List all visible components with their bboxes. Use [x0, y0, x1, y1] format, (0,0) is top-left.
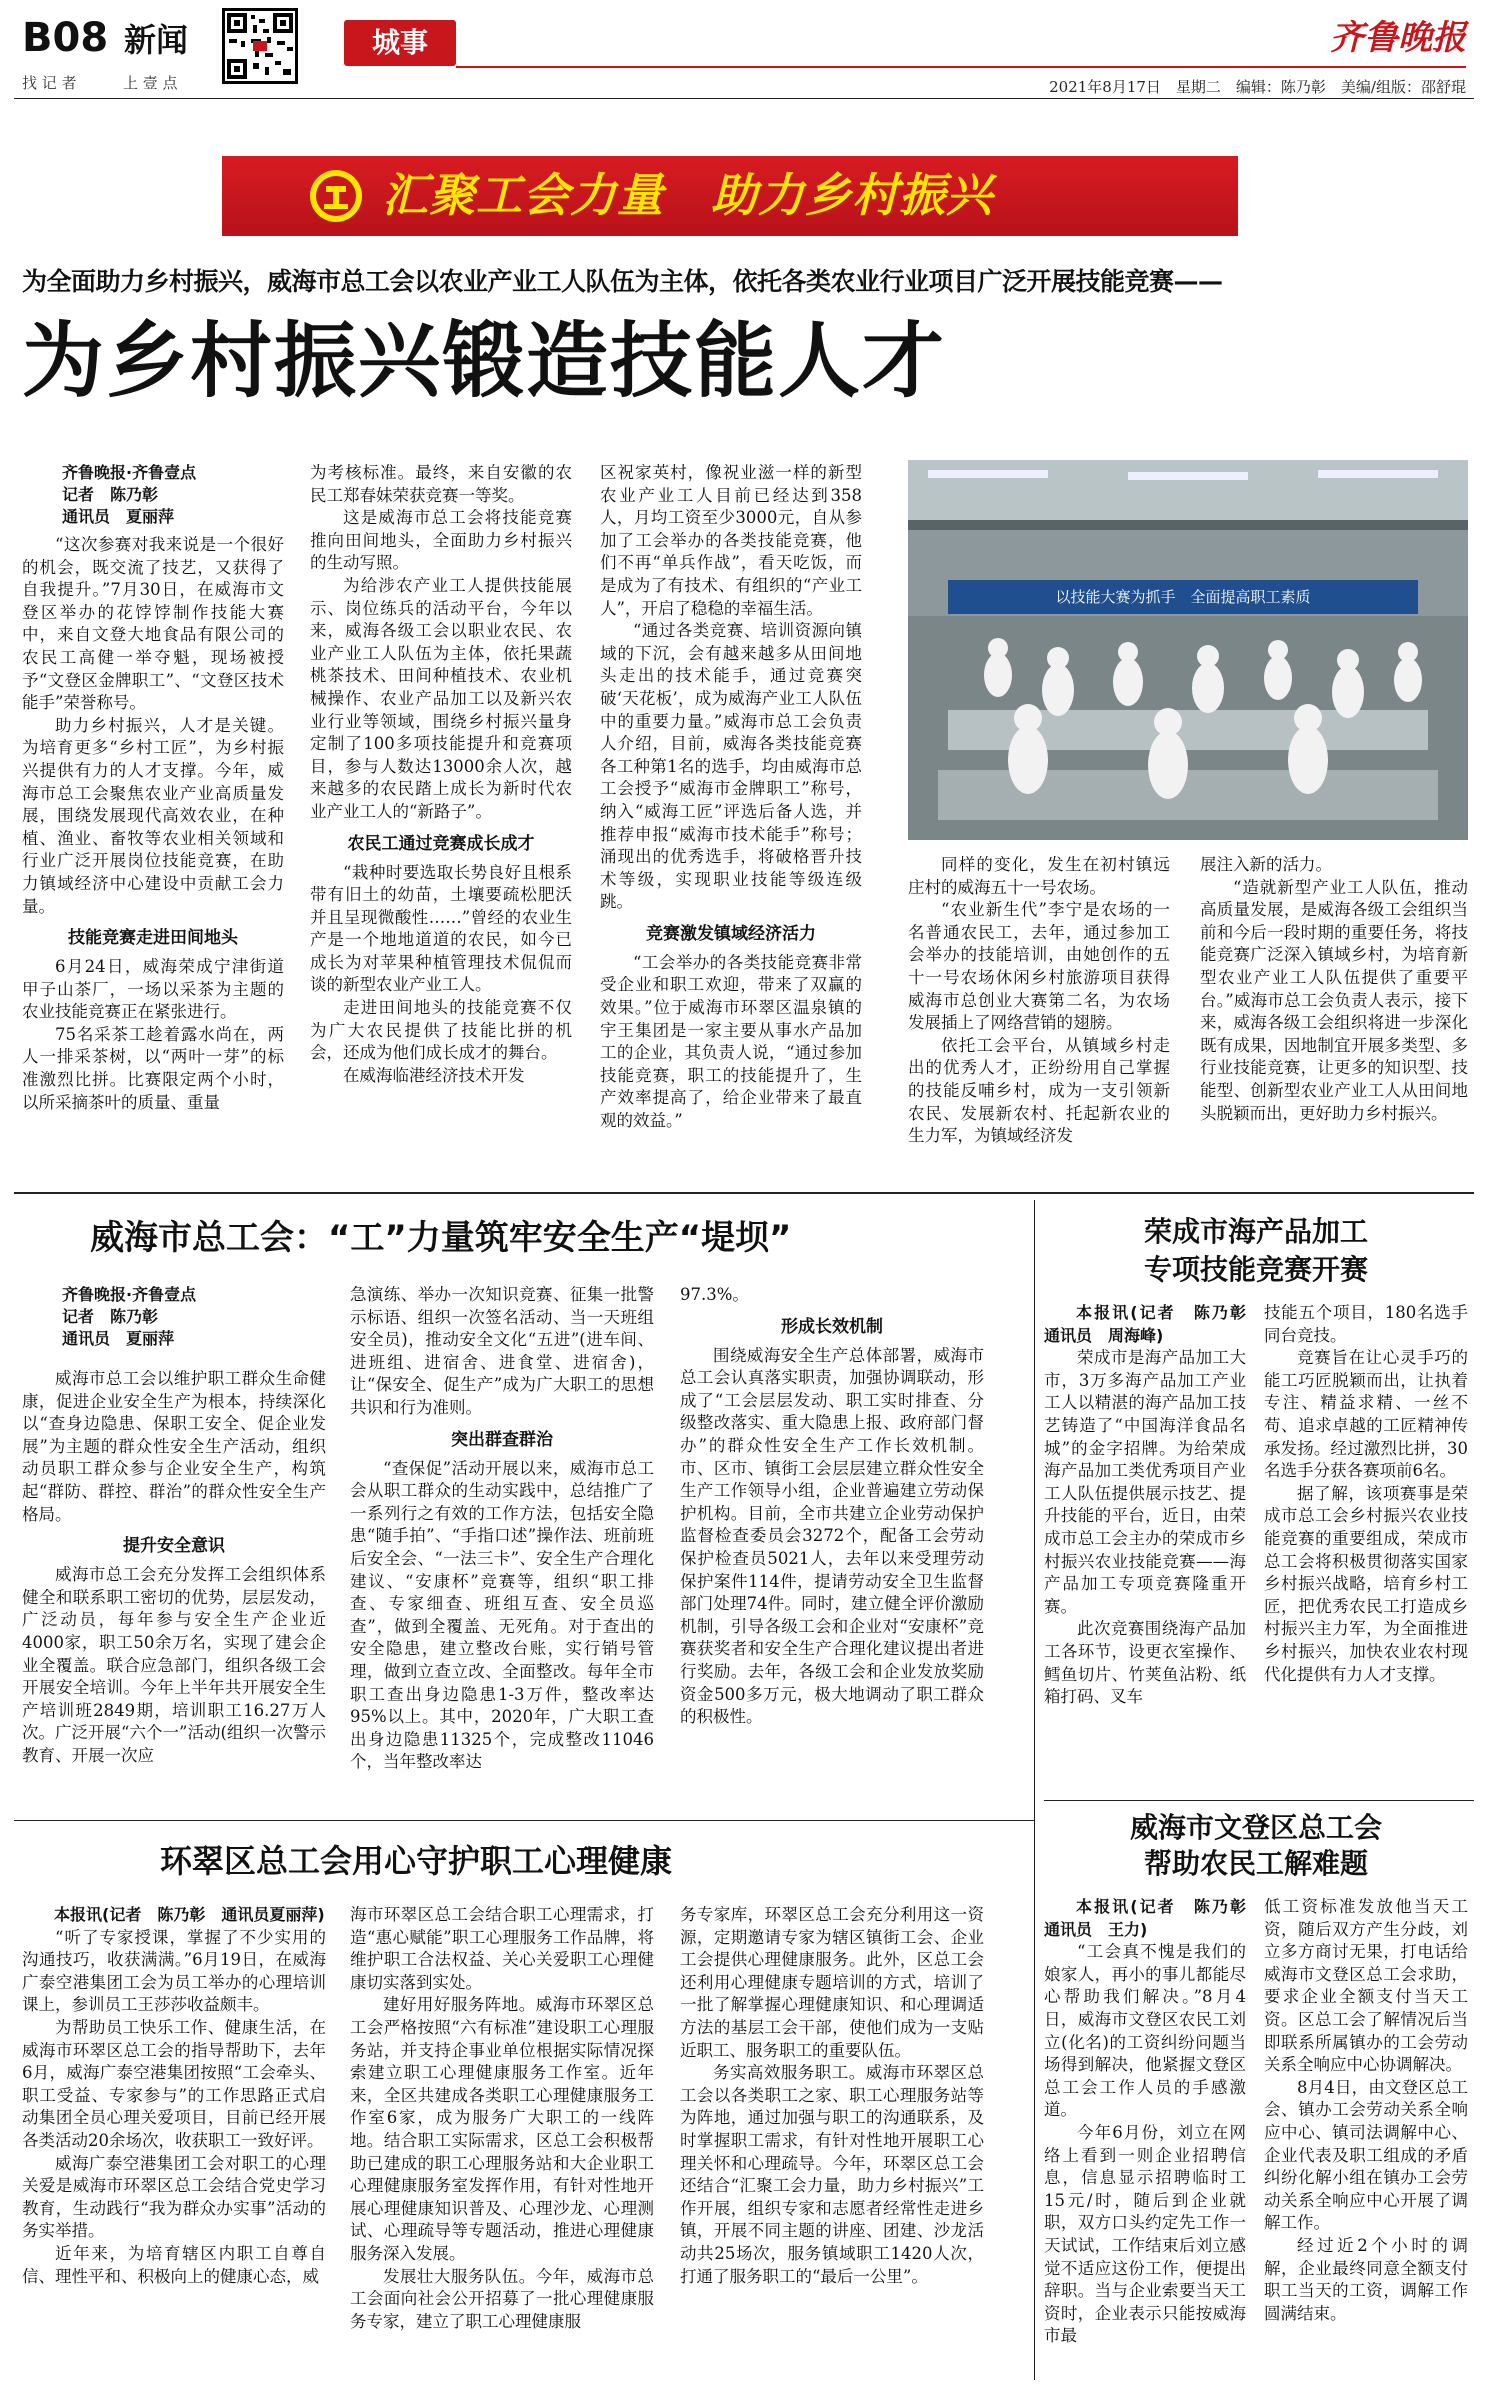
- paragraph: 助力乡村振兴，人才是关键。为培育更多“乡村工匠”，为乡村振兴提供有力的人才支撑。今年，威海市总工会聚焦农业产业高质量发展，围绕发展现代高效农业，在种植、渔业、畜牧等农业相关领域和行业广泛开展岗位技能竞赛，在助力镇域经济中心建设中贡献工会力量。: [22, 715, 284, 916]
- paragraph: 经过近2个小时的调解，企业最终同意全额支付职工当天的工资，调解工作圆满结束。: [1264, 2235, 1468, 2323]
- banner-text: 汇聚工会力量 助力乡村振兴: [382, 168, 993, 222]
- byline-line: 通讯员 夏丽萍: [62, 507, 175, 526]
- tagline-right: 上 壹 点: [123, 74, 178, 92]
- paragraph: “造就新型产业工人队伍，推动高质量发展，是威海各级工会组织当前和今后一段时期的重要任务，将技能竞赛广泛深入镇域乡村，为培育新型农业产业工人队伍提供了重要平台。”威海市总工会负责人表示，接下来，威海各级工会组织将进一步深化既有成果，因地制宜开展多类型、多行业技能竞赛，让更多的知识型、技能型、创新型农业产业工人从田间地头脱颖而出，更好助力乡村振兴。: [1200, 877, 1468, 1123]
- paragraph: 近年来，为培育辖区内职工自尊自信、理性平和、积极向上的健康心态，威: [22, 2243, 326, 2286]
- paragraph: 低工资标准发放他当天工资，随后双方产生分歧，刘立多方商讨无果，打电话给威海市文登区总工会求助，要求企业全额支付当天工资。区总工会了解情况后当即联系所属镇办的工会劳动关系全响应中心协调解决。: [1264, 1897, 1468, 2075]
- photo-sign-text: 以技能大赛为抓手 全面提高职工素质: [1055, 588, 1311, 606]
- story1-col1: [22, 462, 284, 1182]
- news-photo: [908, 460, 1468, 840]
- paragraph: “听了专家授课，掌握了不少实用的沟通技巧，收获满满。”6月19日，在威海广泰空港集团工会为员工举办的心理培训课上，参训员工王莎莎收益颇丰。: [22, 1927, 326, 2015]
- column-rule: [1034, 1200, 1035, 2380]
- column-tab-label: 城事: [371, 26, 428, 59]
- paragraph: 技能五个项目，180名选手同台竞技。: [1264, 1303, 1468, 1345]
- subheading: 技能竞赛走进田间地头: [68, 928, 238, 949]
- paragraph: 威海市总工会充分发挥工会组织体系健全和联系职工密切的优势，层层发动，广泛动员，每年参与安全生产企业近4000家，职工50余万名，实现了建会企业全覆盖。联合应急部门，组织各级工会开展安全培训。今年上半年共开展安全生产培训班2849期，培训职工16.27万人次。广泛开展“六个一”活动(组织一次警示教育、开展一次应: [22, 1565, 326, 1765]
- paragraph: 这是威海市总工会将技能竞赛推向田间地头，全面助力乡村振兴的生动写照。: [310, 508, 572, 573]
- paragraph: 建好用好服务阵地。威海市环翠区总工会严格按照“六有标准”建设职工心理服务站，并支持企事业单位根据实际情况探索建立职工心理健康服务工作室。近年来，全区共建成各类职工心理健康服务工作室6家，成为服务广大职工的一线阵地。结合职工实际需求，区总工会积极帮助已建成的职工心理服务站和大企业职工心理健康服务室发挥作用，有针对性地开展心理健康知识普及、心理沙龙、心理测试、心理疏导等专题活动，推进心理健康服务深入发展。: [350, 1995, 654, 2263]
- story3-title-line2: 专项技能竞赛开赛: [1143, 1253, 1368, 1286]
- paragraph: 同样的变化，发生在初村镇远庄村的威海五十一号农场。: [908, 855, 1170, 897]
- paragraph: 为考核标准。最终，来自安徽的农民工郑春妹荣获竞赛一等奖。: [310, 463, 572, 505]
- subheading: 突出群查群治: [451, 1429, 553, 1450]
- story3-col2: [1264, 1302, 1468, 1802]
- paragraph: “工会真不愧是我们的娘家人，再小的事儿都能尽心帮助我们解决。”8月4日，威海市文登区农民工刘立(化名)的工资纠纷问题当场得到解决，他紧握文登区总工会工作人员的手感激道。: [1044, 1942, 1246, 2120]
- byline-line: 记者 陈乃彰: [62, 1307, 159, 1326]
- section-rule: [14, 1820, 1034, 1821]
- section-rule: [1044, 1800, 1474, 1801]
- paragraph: 务专家库，环翠区总工会充分利用这一资源，定期邀请专家为辖区镇街工会、企业工会提供心理健康服务。此外，区总工会还利用心理健康专题培训的方式，培训了一批了解掌握心理健康知识、和心理调适方法的基层工会干部，使他们成为一支贴近职工、服务职工的重要队伍。: [680, 1905, 984, 2060]
- qr-code-icon: [222, 8, 298, 84]
- story3-col1: [1044, 1302, 1263, 1802]
- paragraph: 威海广泰空港集团工会对职工的心理关爱是威海市环翠区总工会结合党史学习教育，生动践行“我为群众办实事”活动的务实举措。: [22, 2153, 326, 2241]
- byline-line: 齐鲁晚报·齐鲁壹点: [62, 463, 197, 482]
- paragraph: 8月4日，由文登区总工会、镇办工会劳动关系全响应中心、镇司法调解中心、企业代表及职工组成的矛盾纠纷化解小组在镇办工会劳动关系全响应中心开展了调解工作。: [1264, 2077, 1468, 2233]
- column-tab: [344, 20, 456, 66]
- story4-byline: 本报讯(记者 陈乃彰 通讯员夏丽萍): [54, 1905, 325, 1924]
- theme-banner: [222, 156, 1238, 236]
- byline-line: 齐鲁晚报·齐鲁壹点: [62, 1285, 197, 1304]
- subheading: 竞赛激发镇域经济活力: [646, 923, 816, 944]
- story1-col5: [1200, 854, 1468, 1180]
- story2-col3: [680, 1284, 984, 1808]
- lead-kicker: 为全面助力乡村振兴，威海市总工会以农业产业工人队伍为主体，依托各类农业行业项目广泛开展技能竞赛——: [22, 267, 1223, 296]
- story5-title-line2: 帮助农民工解难题: [1143, 1847, 1368, 1880]
- paragraph: “通过各类竞赛、培训资源向镇域的下沉，会有越来越多从田间地头走出的技术能手，通过竞赛突破‘天花板’，成为威海产业工人队伍中的重要力量。”威海市总工会负责人介绍，目前，威海各类技能竞赛各工种第1名的选手，均由威海市总工会授予“威海市金牌职工”称号，纳入“威海工匠”评选后备人选，并推荐申报“威海市技术能手”称号；涌现出的优秀选手，将破格晋升技术等级，实现职业技能等级连级跳。: [600, 621, 862, 912]
- story2-col1: [22, 1284, 326, 1808]
- paragraph: 据了解，该项赛事是荣成市总工会乡村振兴农业技能竞赛的重要组成，荣成市总工会将积极贯彻落实国家乡村振兴战略，培育乡村工匠，把优秀农民工打造成乡村振兴主力军，为全面推进乡村振兴，加快农业农村现代化提供有力人才支撑。: [1264, 1483, 1468, 1684]
- page-number: B08: [22, 15, 109, 61]
- section-rule: [14, 1192, 1474, 1194]
- paragraph: “农业新生代”李宁是农场的一名普通农民工，去年，通过参加工会举办的技能培训，由她创作的五十一号农场休闲乡村旅游项目获得威海市总创业大赛第二名，为农场发展插上了网络营销的翅膀。: [908, 900, 1170, 1033]
- paragraph: “栽种时要选取长势良好且根系带有旧土的幼苗，土壤要疏松肥沃并且呈现微酸性……”曾经的农业生产是一个地地道道的农民，如今已成长为对苹果种植管理技术侃侃而谈的新型农业产业工人。: [310, 862, 572, 995]
- paragraph: 海市环翠区总工会结合职工心理需求，打造“惠心赋能”职工心理服务工作品牌，将维护职工合法权益、关心关爱职工心理健康切实落到实处。: [350, 1905, 654, 1992]
- paragraph: 区祝家英村，像祝业滋一样的新型农业产业工人目前已经达到358人，月均工资至少3000元，自从参加了工会举办的各类技能竞赛，他们不再“单兵作战”，看天吃饭，而是成为了有技术、有组织的“产业工人”，开启了稳稳的幸福生活。: [600, 463, 862, 618]
- tagline-left: 找 记 者: [22, 74, 77, 92]
- story4-col2: [350, 1904, 654, 2380]
- story5-title-line1: 威海市文登区总工会: [1129, 1811, 1382, 1844]
- paragraph: 为给涉农产业工人提供技能展示、岗位练兵的活动平台，今年以来，威海各级工会以职业农民、农业产业工人队伍为主体，依托果蔬桃茶技术、田间种植技术、农业机械操作、农业产品加工以及新兴农业行业等领域，围绕乡村振兴量身定制了100多项技能提升和竞赛项目，参与人数达13000余人次，越来越多的农民踏上成长为新时代农业产业工人的“新路子”。: [310, 575, 572, 821]
- paragraph: 依托工会平台，从镇域乡村走出的优秀人才，正纷纷用自己掌握的技能反哺乡村，成为一支引领新农民、发展新农村、托起新农业的生力军，为镇域经济发: [908, 1035, 1170, 1146]
- story2-title: 威海市总工会：“工”力量筑牢安全生产“堤坝”: [90, 1218, 792, 1258]
- paragraph: “这次参赛对我来说是一个很好的机会，既交流了技艺，又获得了自我提升。”7月30日，在威海市文登区举办的花饽饽制作技能大赛中，来自文登大地食品有限公司的农民工高健一举夺魁，现场被授予“文登区金牌职工”、“文登区技术能手”荣誉称号。: [22, 535, 284, 713]
- paragraph: 发展壮大服务队伍。今年，威海市总工会面向社会公开招募了一批心理健康服务专家，建立了职工心理健康服: [350, 2266, 654, 2331]
- paragraph: 今年6月份，刘立在网络上看到一则企业招聘信息，信息显示招聘临时工15元/时，随后到企业就职，双方口头约定先工作一天试试，工作结束后刘立感觉不适应这份工作，便提出辞职。当与企业索要当天工资时，企业表示只能按威海市最: [1044, 2122, 1246, 2346]
- paragraph: 97.3%。: [680, 1285, 749, 1304]
- story3-byline: 本报讯(记者 陈乃彰 通讯员 周海峰): [1044, 1303, 1263, 1345]
- brand-logo: 齐鲁晚报: [1330, 18, 1466, 58]
- byline-line: 记者 陈乃彰: [62, 485, 159, 504]
- story1-col4: [908, 854, 1170, 1180]
- story1-col2: [310, 462, 572, 1182]
- story5-col2: [1264, 1896, 1468, 2380]
- subheading: 农民工通过竞赛成长成才: [347, 833, 535, 854]
- byline-line: 通讯员 夏丽萍: [62, 1329, 175, 1348]
- date-line: 2021年8月17日 星期二 编辑：陈乃彰 美编/组版：邵舒琨: [1049, 78, 1466, 96]
- paragraph: 威海市总工会以维护职工群众生命健康，促进企业安全生产为根本，持续深化以“查身边隐患、保职工安全、促企业发展”为主题的群众性安全生产活动，组织动员职工群众参与企业安全生产，构筑起“群防、群控、群治”的群众性安全生产格局。: [22, 1369, 326, 1524]
- paragraph: 展注入新的活力。: [1200, 855, 1332, 874]
- paragraph: 荣成市是海产品加工大市，3万多海产品加工产业工人以精湛的海产品加工技艺铸造了“中国海洋食品名城”的金字招牌。为给荣成海产品加工类优秀项目产业工人队伍提供展示技艺、提升技能的平台，近日，由荣成市总工会主办的荣成市乡村振兴农业技能竞赛——海产品加工专项竞赛隆重开赛。: [1044, 1348, 1246, 1616]
- paragraph: 急演练、举办一次知识竞赛、征集一批警示标语、组织一次签名活动、当一天班组安全员)，推动安全文化“五进”(进车间、进班组、进宿舍、进食堂、进宿舍)，让“保安全、促生产”成为广大职工的思想共识和行为准则。: [350, 1285, 654, 1417]
- subheading: 提升安全意识: [123, 1536, 225, 1557]
- story4-col1: [22, 1904, 326, 2380]
- paragraph: 6月24日，威海荣成宁津街道甲子山茶厂，一场以采茶为主题的农业技能竞赛正在紧张进行。: [22, 957, 284, 1022]
- story5-col1: [1044, 1896, 1263, 2380]
- paragraph: 务实高效服务职工。威海市环翠区总工会以各类职工之家、职工心理服务站等为阵地，通过加强与职工的沟通联系，及时掌握职工需求，有针对性地开展职工心理关怀和心理疏导。今年，环翠区总工会还结合“汇聚工会力量，助力乡村振兴”工作开展，组织专家和志愿者经常性走进乡镇，开展不同主题的讲座、团建、沙龙活动共25场次，服务镇域职工1420人次，打通了服务职工的“最后一公里”。: [680, 2063, 984, 2286]
- story2-col2: [350, 1284, 654, 1808]
- story1-col3: [600, 462, 862, 1182]
- paragraph: 此次竞赛围绕海产品加工各环节，设更衣室操作、鳕鱼切片、竹荚鱼沾粉、纸箱打码、叉车: [1044, 1619, 1246, 1707]
- paragraph: “查保促”活动开展以来，威海市总工会从职工群众的生动实践中，总结推广了一系列行之有效的工作方法，包括安全隐患“随手拍”、“手指口述”操作法、班前班后安全会、“一法三卡”、安全生产合理化建议、“安康杯”竞赛等，组织“职工排查、专家细查、班组互查、安全员巡查”，做到全覆盖、无死角。对于查出的安全隐患，建立整改台账，实行销号管理，做到立查立改、全面整改。每年全市职工查出身边隐患1-3万件，整改率达95%以上。其中，2020年，广大职工查出身边隐患11325个，完成整改11046个，当年整改率达: [350, 1458, 654, 1772]
- paragraph: “工会举办的各类技能竞赛非常受企业和职工欢迎，带来了双赢的效果。”位于威海市环翠区温泉镇的宇王集团是一家主要从事水产品加工的企业，其负责人说，“通过参加技能竞赛，职工的技能提升了，生产效率提高了，给企业带来了最直观的效益。”: [600, 952, 862, 1131]
- paragraph: 竞赛旨在让心灵手巧的能工巧匠脱颖而出，让执着专注、精益求精、一丝不苟、追求卓越的工匠精神传承发扬。经过激烈比拼，30名选手分获各赛项前6名。: [1264, 1348, 1468, 1481]
- union-emblem-icon: [310, 170, 362, 222]
- header-bottom-rule: [14, 98, 1474, 99]
- story3-title-line1: 荣成市海产品加工: [1143, 1215, 1368, 1248]
- paragraph: 走进田间地头的技能竞赛不仅为广大农民提供了技能比拼的机会，还成为他们成长成才的舞台。: [310, 998, 572, 1063]
- story4-col3: [680, 1904, 984, 2380]
- paragraph: 围绕威海安全生产总体部署，威海市总工会认真落实职责，加强协调联动，形成了“工会层层发动、职工实时排查、分级整改落实、重大隐患上报、政府部门督办”的群众性安全生产工作长效机制。市、区市、镇街工会层层建立群众性安全生产工作领导小组，企业普遍建立劳动保护机构。目前，全市共建立企业劳动保护监督检查委员会3272个，配备工会劳动保护检查员5021人，去年以来受理劳动保护案件114件，提请劳动安全卫生监督部门处理74件。同时，建立健全评价激励机制，引导各级工会和企业对“安康杯”竞赛获奖者和安全生产合理化建议提出者进行奖励。去年，各级工会和企业发放奖励资金500多万元，极大地调动了职工群众的积极性。: [680, 1345, 984, 1727]
- story4-title: 环翠区总工会用心守护职工心理健康: [160, 1842, 673, 1880]
- subheading: 形成长效机制: [781, 1316, 883, 1337]
- paragraph: 在威海临港经济技术开发: [343, 1065, 525, 1085]
- paragraph: 75名采茶工趁着露水尚在，两人一排采茶树，以“两叶一芽”的标准激烈比拼。比赛限定两个小时，以所采摘茶叶的质量、重量: [22, 1024, 284, 1112]
- paragraph: 为帮助员工快乐工作、健康生活，在威海市环翠区总工会的指导帮助下，去年6月，威海广泰空港集团按照“工会牵头、职工受益、专家参与”的工作思路正式启动集团全员心理关爱项目，目前已经开展各类活动20余场次，收获职工一致好评。: [22, 2017, 326, 2150]
- header-rule: [456, 66, 1466, 68]
- section-name: 新闻: [124, 21, 189, 59]
- story5-byline: 本报讯(记者 陈乃彰 通讯员 王力): [1044, 1897, 1263, 1939]
- lead-title: 为乡村振兴锻造技能人才: [22, 314, 947, 409]
